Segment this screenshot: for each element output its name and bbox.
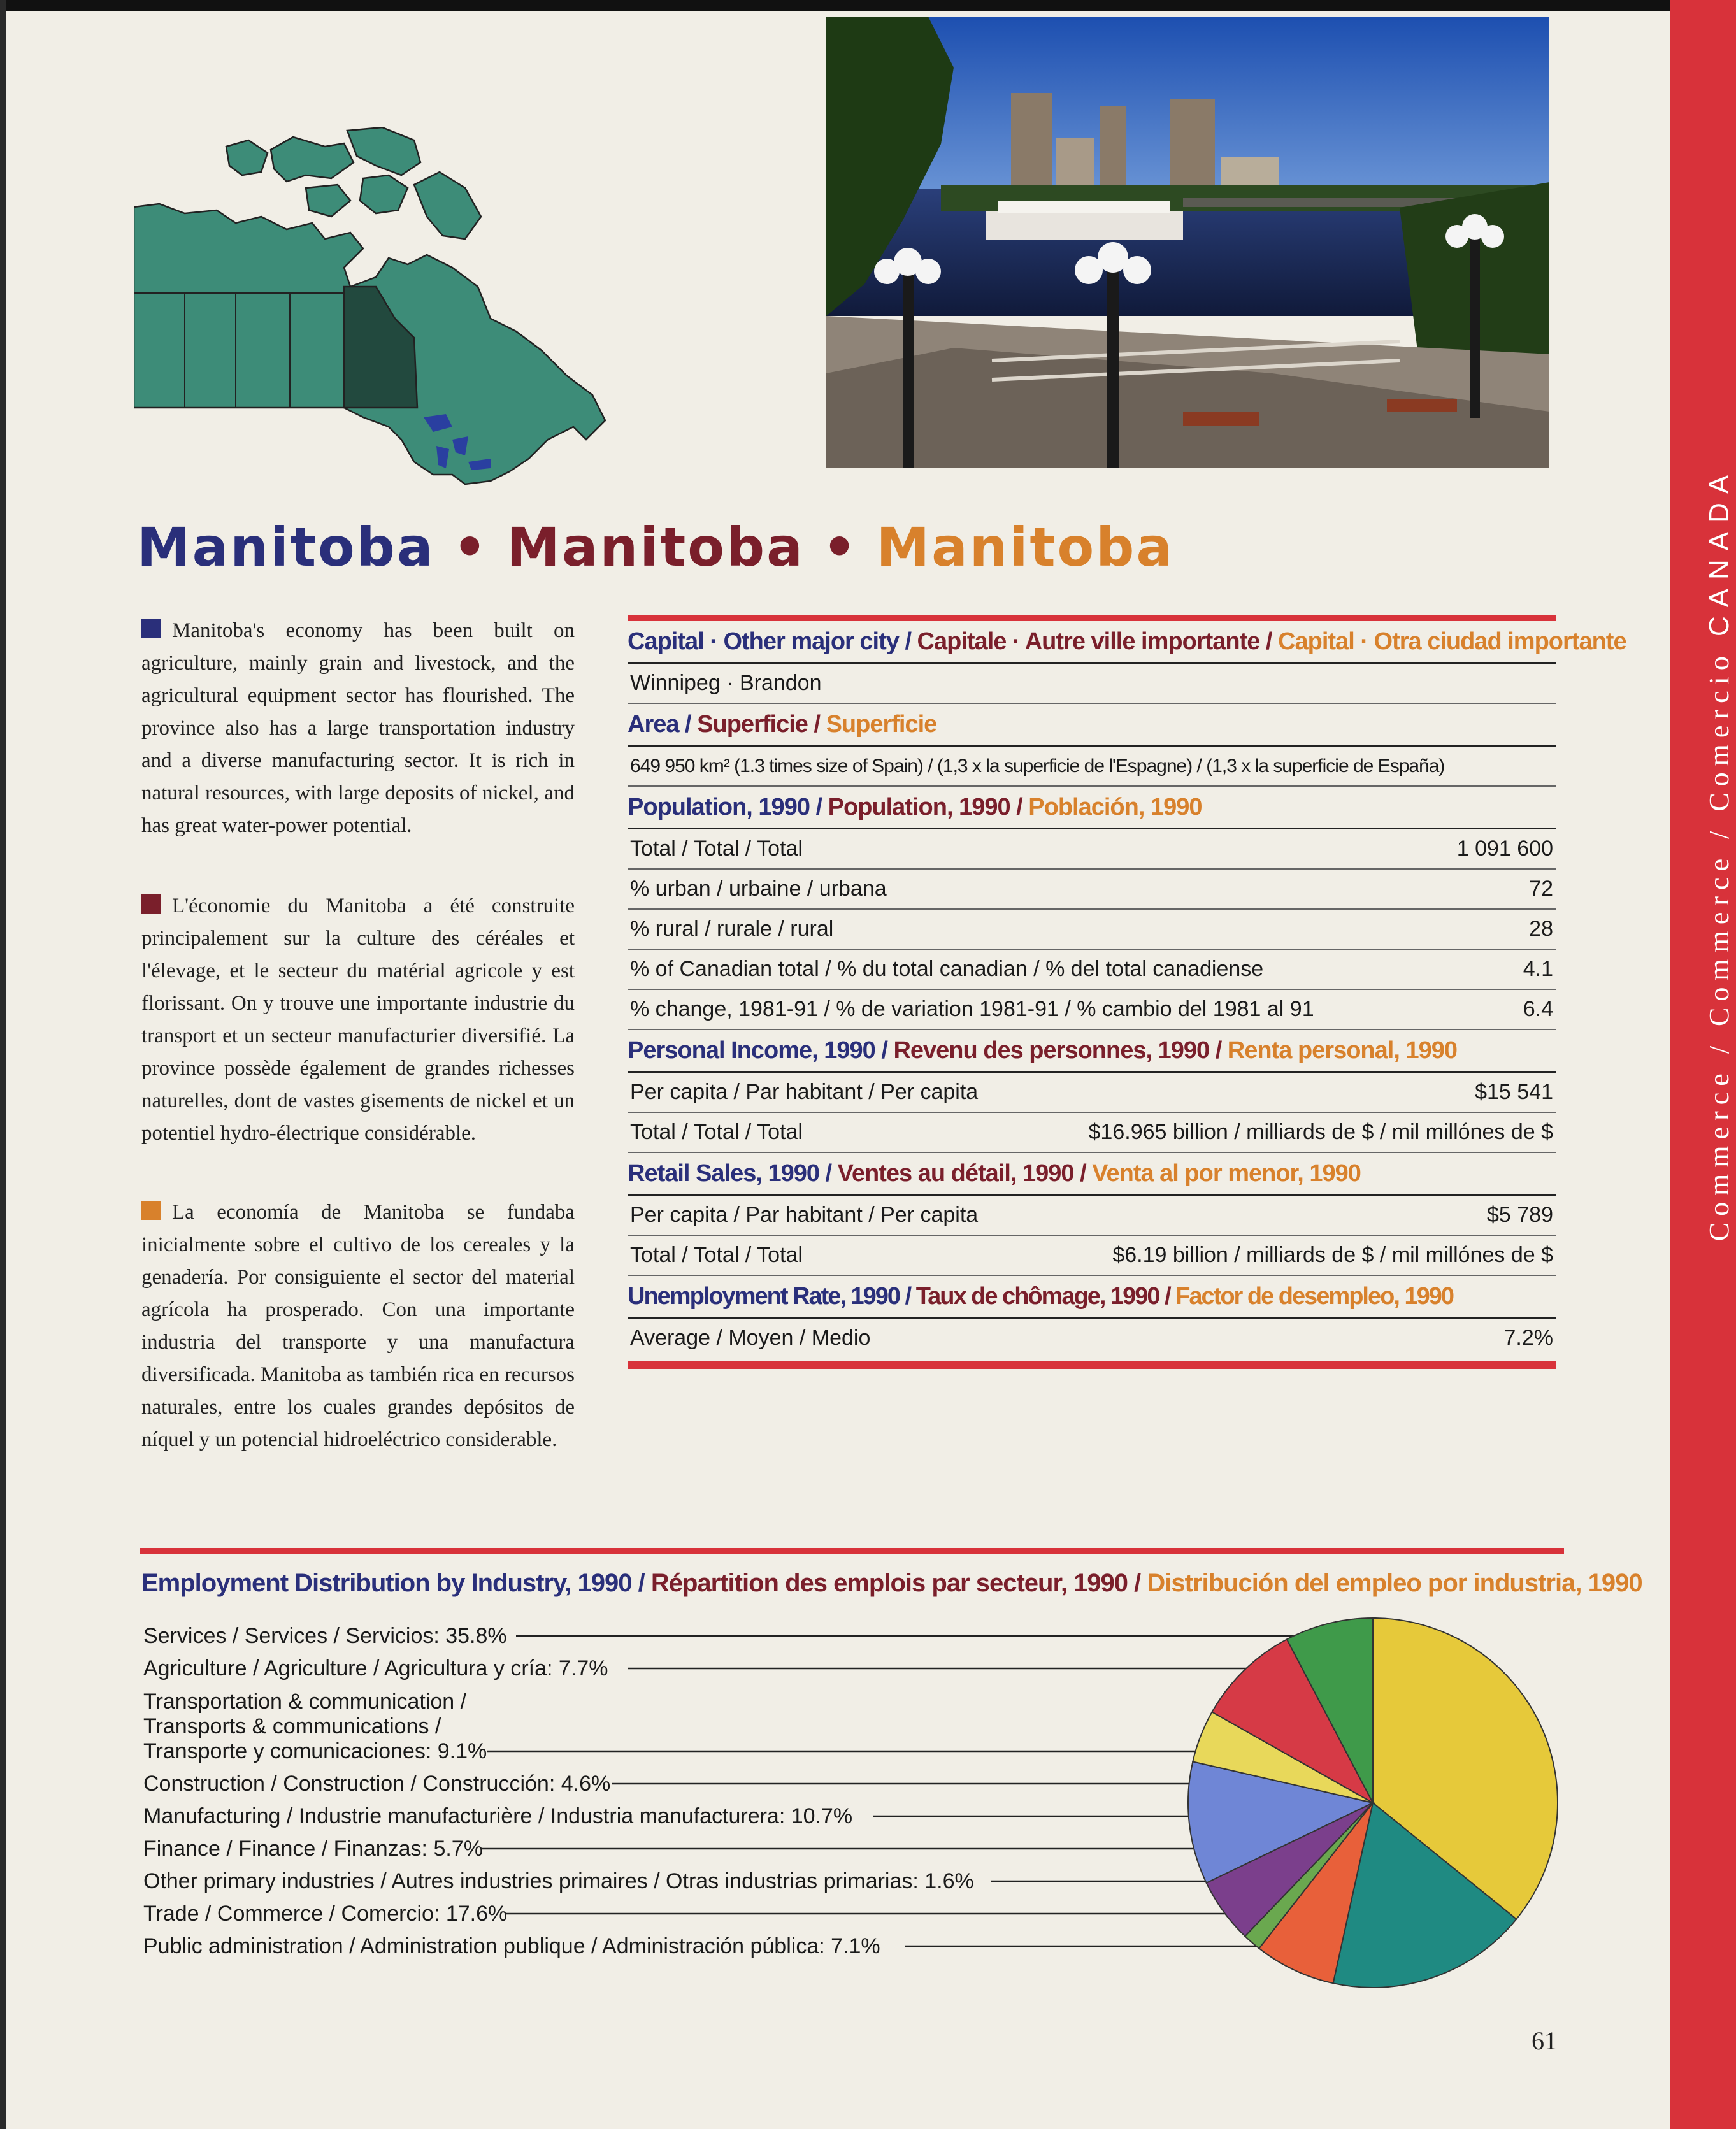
table-row (628, 950, 1556, 990)
row-value: 1 091 600 (1456, 836, 1553, 861)
employment-top-rule (140, 1548, 1564, 1554)
row-value: $5 789 (1487, 1203, 1553, 1227)
paragraph-text: Manitoba's economy has been built on agriculture, mainly grain and livestock, and the agricultural equipment sector has flourished. The province also has a large transportation industry and a diverse manufacturing sector. It is rich in natural resources, with large deposits of nickel, and has great water-power potential. (141, 619, 575, 837)
table-row (628, 910, 1556, 950)
row-label: % change, 1981-91 / % de variation 1981-91 / % cambio del 1981 al 91 (630, 997, 1314, 1021)
employment-label-agriculture: Agriculture / Agriculture / Agricultura y cría: 7.7% (143, 1656, 608, 1681)
row-label: Total / Total / Total (630, 836, 803, 861)
bullet-square-icon (141, 1201, 161, 1220)
page-title (137, 516, 1539, 580)
employment-label-manufacturing: Manufacturing / Industrie manufacturière / Industria manufacturera: 10.7% (143, 1804, 853, 1828)
row-value: 6.4 (1523, 997, 1553, 1021)
table-row (628, 1073, 1556, 1113)
table-row (628, 990, 1556, 1030)
row-label: Per capita / Par habitant / Per capita (630, 1203, 979, 1227)
header-es: Superficie (820, 711, 937, 738)
canada-map (134, 127, 618, 497)
table-bottom-rule (628, 1361, 1556, 1369)
table-row (628, 870, 1556, 910)
employment-label-services: Services / Services / Servicios: 35.8% (143, 1624, 507, 1648)
sidebar-commerce-text: Commerce / Commerce / Comercio (1704, 650, 1735, 1242)
employment-label-construction: Construction / Construction / Construcción: 4.6% (143, 1772, 611, 1796)
header-fr: Ventes au détail, 1990 / (831, 1160, 1086, 1187)
title-separator: • (452, 516, 489, 578)
paragraph-text: L'économie du Manitoba a été construite principalement sur la culture des céréales et l'élevage, et le secteur du matérial agricole y est florissant. On y trouve une importante industrie du transport et un secteur manufacturier diversifié. La province possède également de grandes richesses naturelles, dont de vastes gisements de nickel et un potentiel hydro-électrique considérable. (141, 894, 575, 1145)
paragraph-text: La economía de Manitoba se fundaba inicialmente sobre el cultivo de los cereales y la genadería. Por consiguiente el sector del material agrícola ha prosperado. Con una importante industria del transporte y una manufactura diversificada. Manitoba as también rica en recursos naturales, entre los cuales grandes depósitos de níquel y un potencial hidroeléctrico considerable. (141, 1201, 575, 1451)
row-value: 4.1 (1523, 957, 1553, 981)
table-row (628, 1319, 1556, 1358)
header-fr: Capitale · Autre ville importante / (911, 628, 1272, 655)
row-value: 28 (1529, 917, 1553, 941)
area-row (628, 747, 1556, 787)
facts-table (628, 615, 1626, 1369)
header-es: Factor de desempleo, 1990 (1170, 1283, 1453, 1310)
paragraph-french (141, 890, 575, 1150)
header-es: Capital · Otra ciudad importante (1272, 628, 1626, 655)
header-en: Population, 1990 / (628, 794, 822, 821)
header-en: Personal Income, 1990 / (628, 1037, 887, 1064)
employment-label-transportation: Transporte y comunicaciones: 9.1% (143, 1739, 487, 1763)
title-separator: • (822, 516, 859, 578)
header-fr: Revenu des personnes, 1990 / (887, 1037, 1222, 1064)
title-es: Distribución del empleo por industria, 1990 (1140, 1569, 1642, 1597)
sidebar-vertical-text (1703, 466, 1735, 1241)
table-row (628, 1113, 1556, 1153)
title-fr: Répartition des emplois par secteur, 1990 / (644, 1569, 1141, 1597)
paragraph-spanish (141, 1196, 575, 1456)
paragraph-english (141, 615, 575, 842)
row-value: 7.2% (1503, 1326, 1553, 1350)
population-header (628, 787, 1556, 829)
employment-label-trade: Trade / Commerce / Comercio: 17.6% (143, 1902, 508, 1926)
title-en: Employment Distribution by Industry, 1990 / (141, 1569, 645, 1597)
header-en: Area / (628, 711, 691, 738)
employment-label-public-admin: Public administration / Administration publique / Administración pública: 7.1% (143, 1934, 880, 1958)
unemployment-header (628, 1276, 1556, 1319)
header-fr: Superficie / (691, 711, 821, 738)
header-fr: Population, 1990 / (822, 794, 1022, 821)
row-label: % rural / rurale / rural (630, 917, 834, 941)
row-label: % of Canadian total / % du total canadian / % del total canadiense (630, 957, 1264, 981)
row-value: 72 (1529, 877, 1553, 901)
header-es: Venta al por menor, 1990 (1086, 1160, 1361, 1187)
row-label: Per capita / Par habitant / Per capita (630, 1080, 979, 1104)
title-english: Manitoba (137, 516, 435, 578)
area-header (628, 704, 1556, 747)
page-number: 61 (1532, 2026, 1557, 2055)
employment-label-transportation: Transportation & communication / (143, 1689, 467, 1714)
top-border (0, 0, 1736, 11)
row-label: Total / Total / Total (630, 1120, 803, 1144)
row-label: % urban / urbaine / urbana (630, 877, 887, 901)
row-label: Total / Total / Total (630, 1243, 803, 1267)
table-top-rule (628, 615, 1556, 621)
header-en: Retail Sales, 1990 / (628, 1160, 832, 1187)
sidebar-band (1670, 0, 1736, 2129)
table-row (628, 829, 1556, 870)
employment-pie-chart (1147, 1593, 1580, 2013)
winnipeg-photo (826, 17, 1549, 468)
sidebar-country: CANADA (1704, 466, 1735, 637)
bullet-square-icon (141, 894, 161, 914)
header-fr: Taux de chômage, 1990 / (910, 1283, 1170, 1310)
employment-label-transportation: Transports & communications / (143, 1714, 441, 1738)
employment-label-other-primary: Other primary industries / Autres industries primaires / Otras industrias primarias: 1.6% (143, 1869, 974, 1893)
table-row (628, 1236, 1556, 1276)
header-es: Población, 1990 (1022, 794, 1202, 821)
income-header (628, 1030, 1556, 1073)
title-spanish: Manitoba (876, 516, 1175, 578)
header-es: Renta personal, 1990 (1221, 1037, 1457, 1064)
left-border (0, 0, 6, 2129)
row-value: $16.965 billion / milliards de $ / mil millónes de $ (1088, 1120, 1553, 1144)
row-label: Average / Moyen / Medio (630, 1326, 871, 1350)
bullet-square-icon (141, 619, 161, 638)
retail-header (628, 1153, 1556, 1196)
capital-value: Winnipeg · Brandon (630, 671, 822, 695)
capital-row (628, 664, 1556, 704)
row-value: $6.19 billion / milliards de $ / mil millónes de $ (1112, 1243, 1553, 1267)
header-en: Unemployment Rate, 1990 / (628, 1283, 911, 1310)
employment-label-finance: Finance / Finance / Finanzas: 5.7% (143, 1837, 483, 1861)
table-row (628, 1196, 1556, 1236)
row-value: $15 541 (1475, 1080, 1553, 1104)
title-french: Manitoba (506, 516, 805, 578)
area-value: 649 950 km² (1.3 times size of Spain) / (1,3 x la superficie de l'Espagne) / (1,3 x la superficie de España) (630, 756, 1445, 777)
capital-header (628, 621, 1626, 664)
header-en: Capital · Other major city / (628, 628, 911, 655)
